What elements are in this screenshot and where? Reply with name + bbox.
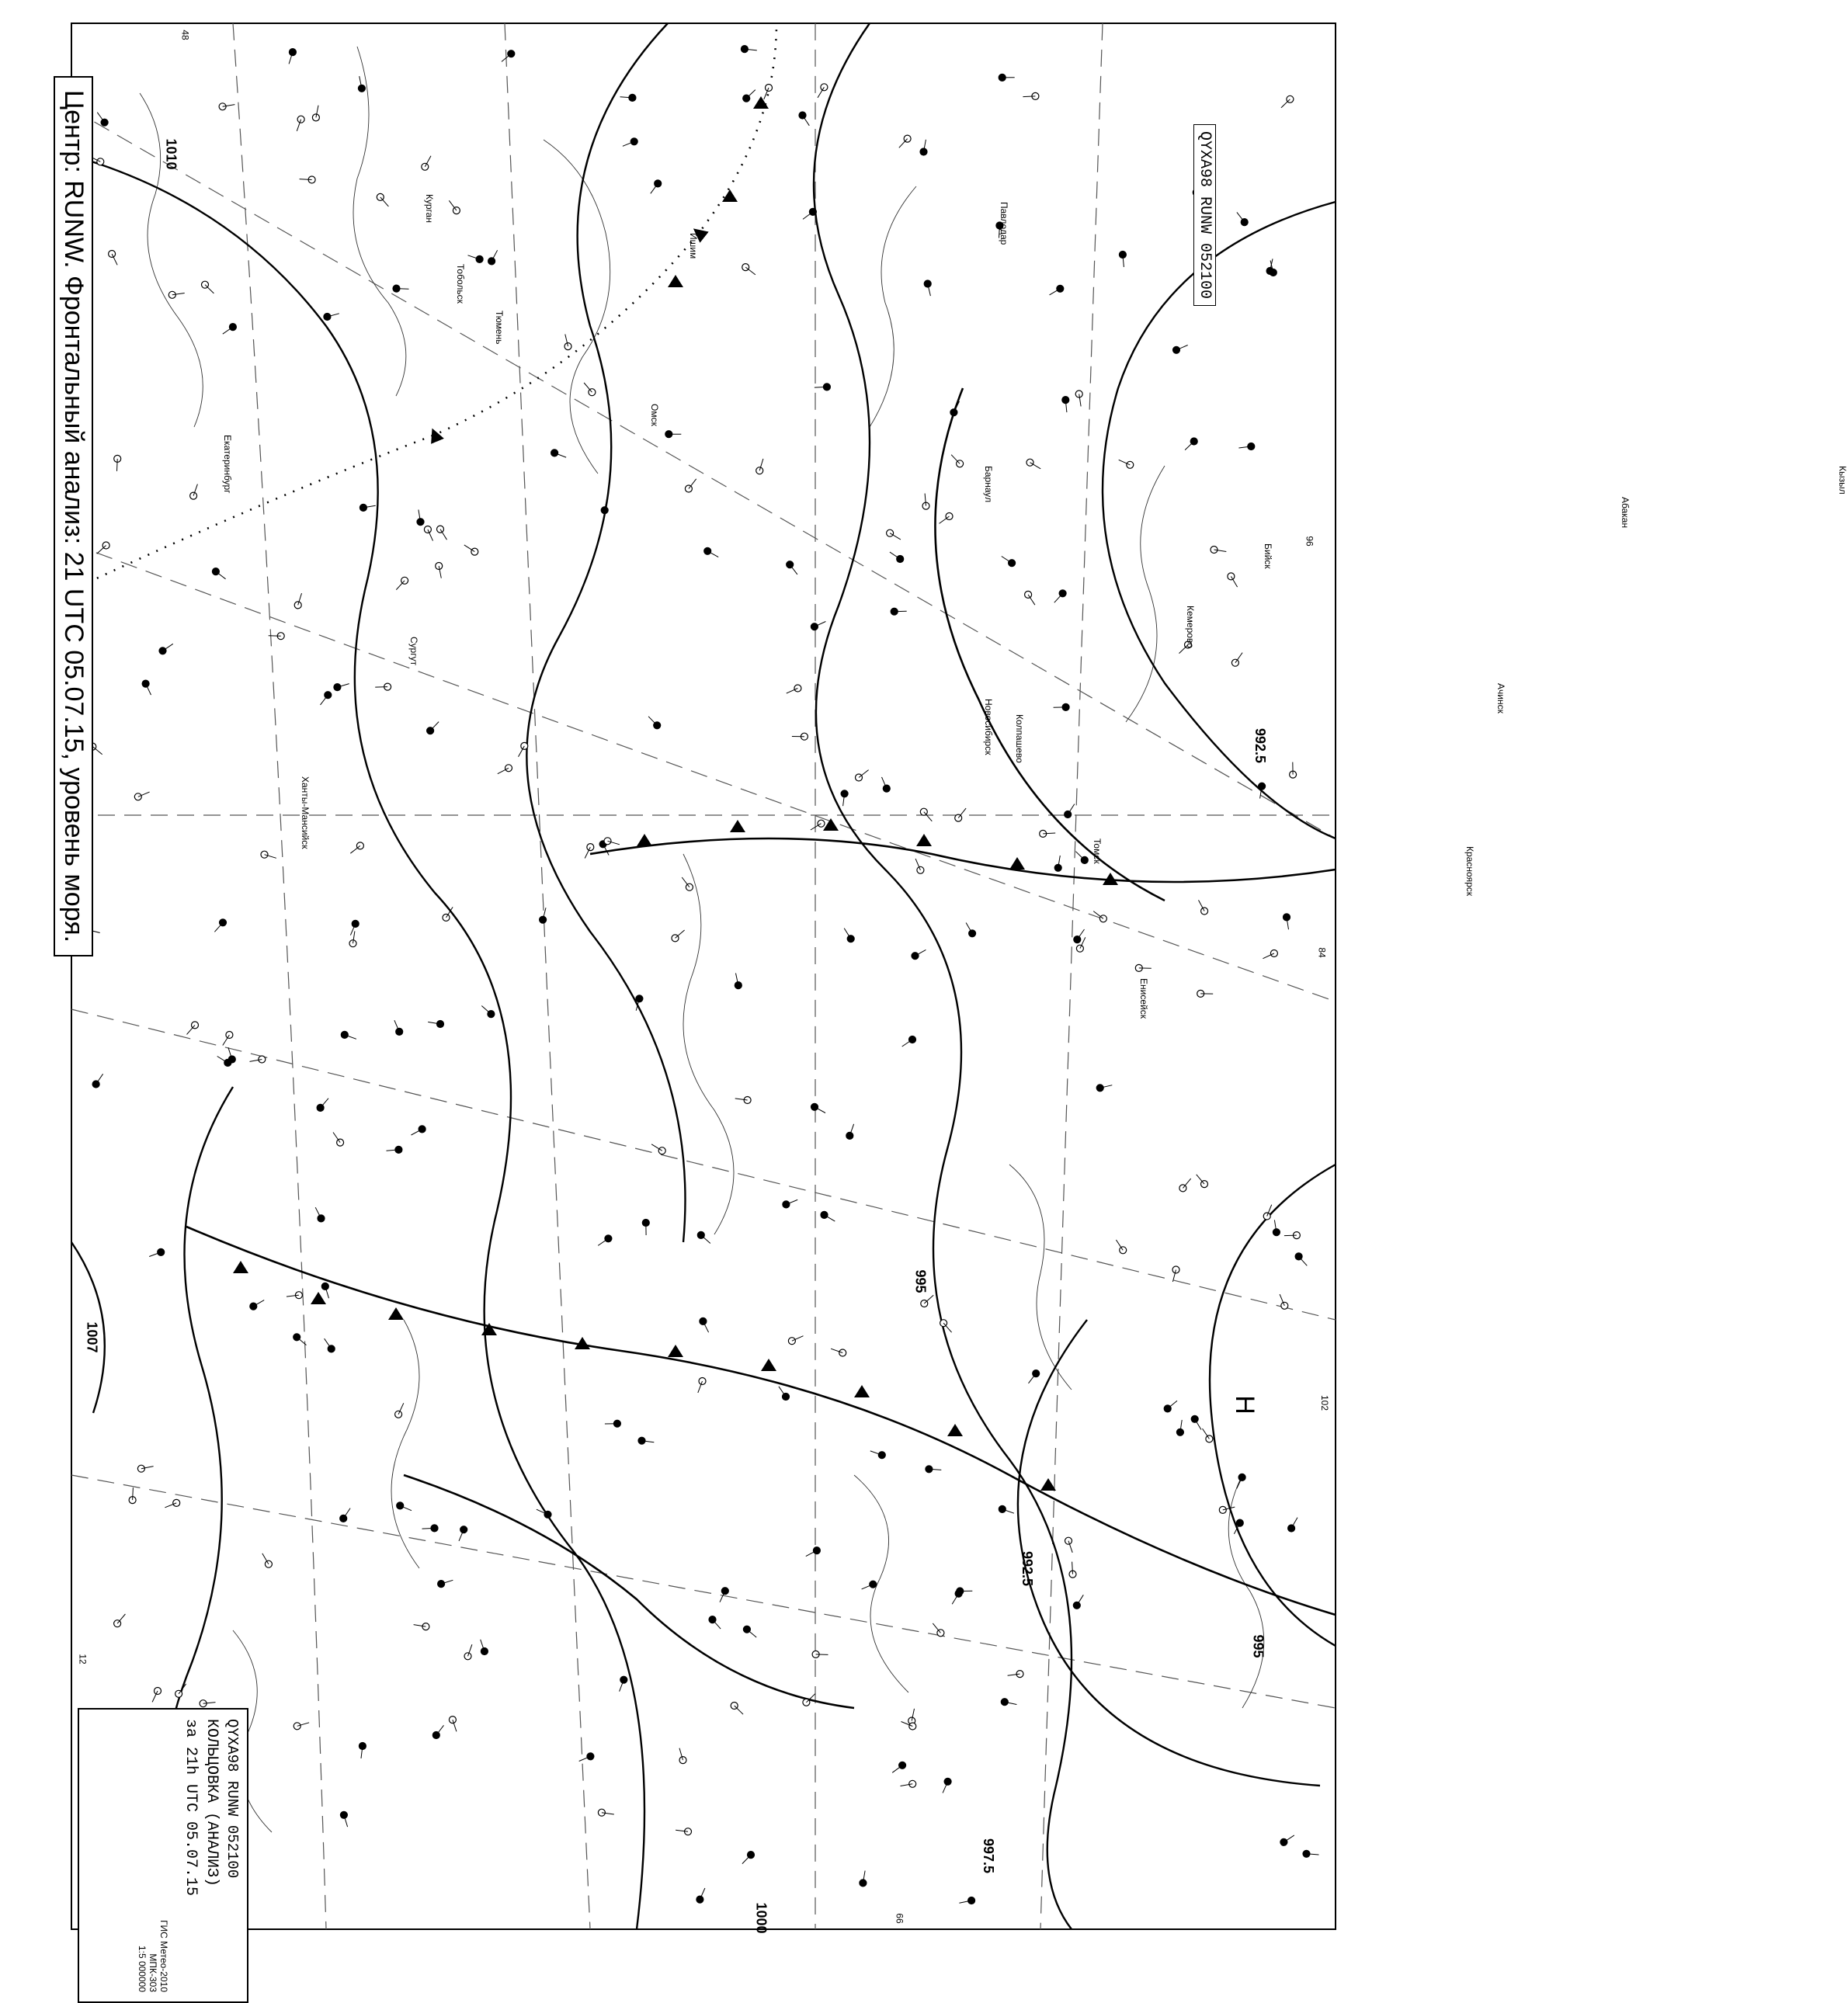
station-markers [85,46,1319,1904]
city-label: Бийск [1263,543,1273,569]
city-label: Екатеринбург [222,435,233,494]
wind-barb [746,90,756,99]
wind-barb [745,267,756,275]
wind-barb [648,717,657,726]
info-time: за 21h UTC 05.07.15 [182,1719,200,1992]
graticule [71,23,1336,1929]
wind-barb [1075,852,1084,860]
wind-barb [1183,1179,1190,1188]
wind-barb [92,747,102,755]
map-frame [71,23,1336,1929]
wind-barb [1237,212,1245,222]
wind-barb [958,808,966,818]
header-code-text: QYXA98 RUNW 052100 [1193,124,1216,306]
low-center-label: H [1229,1395,1259,1415]
wind-barb [375,687,387,688]
wind-barb [216,571,226,579]
wind-barb [1168,1401,1177,1408]
wind-barb [449,200,457,210]
edge-number: 48 [180,30,191,40]
wind-barb [1197,1175,1204,1184]
isobar-label: 992.5 [1252,728,1268,763]
wind-barb [584,383,592,392]
isobars [71,23,1336,1929]
city-label: Курган [424,194,435,223]
wind-barb [899,139,908,148]
wind-barb [1281,99,1290,108]
wind-barb [747,1630,756,1637]
wind-barb [397,289,409,290]
wind-barb [924,1295,933,1304]
wind-barb [436,1725,444,1735]
isobar-label: 1010 [163,138,179,169]
info-code: QYXA98 RUNW 052100 [224,1719,241,1992]
wind-barb [742,1855,751,1864]
wind-barb [1054,593,1063,602]
wind-barb [713,1619,721,1629]
wind-barb [701,1235,710,1244]
chart-title-text: Центр: RUNW. Фронтальный анализ: 21 UTC 05.07.15, уровень моря. [54,76,93,956]
wind-barb [924,812,933,821]
isobar-label: 1007 [84,1321,100,1352]
header-code [1188,124,1216,357]
info-id: MПК-303 [148,1719,158,1992]
wind-barb [380,197,389,207]
city-label: Тобольск [455,264,466,304]
info-box [78,1708,248,2003]
info-software: ГИС Метео-2010 [158,1719,169,1992]
wind-barb [816,1654,828,1655]
info-scale: 1:5 000000 [137,1719,148,1992]
chart-title [50,76,93,1706]
wind-barb [430,722,439,731]
wind-barb [1029,1373,1037,1383]
wind-barb [803,212,813,220]
wind-barb [790,564,797,575]
wind-barb [350,845,360,853]
wind-barb [892,1765,902,1773]
isobar-label: 995 [1250,1634,1266,1658]
wind-barb [97,546,106,554]
city-label: Омск [649,404,660,426]
wind-barb [422,1528,435,1529]
city-label: Новосибирск [983,699,994,755]
wind-barb [682,877,690,887]
edge-number: 84 [1317,947,1328,957]
wind-barb [481,1006,491,1015]
wind-barb [117,459,118,471]
wind-barb [1299,1256,1308,1265]
city-label: Ачинск [1495,683,1506,713]
city-label: Абакан [1620,497,1631,528]
isobar-label: 992.5 [1019,1551,1035,1586]
city-label: Павлодар [999,202,1009,245]
isobar-label: 997.5 [980,1838,996,1873]
wind-barb [117,1614,125,1623]
city-label: Томск [1092,838,1103,864]
geography-lines [140,47,1264,1832]
wind-barb [894,611,907,612]
city-label: Барнаул [983,466,994,502]
isobar-label: 1000 [753,1902,769,1933]
city-label: Кемерово [1185,606,1196,648]
city-label: Сургут [408,637,419,665]
wind-barb [214,922,223,932]
wind-barb [859,770,869,778]
city-label: Красноярск [1464,846,1475,896]
city-label: Кызыл [1837,466,1848,495]
edge-number: 12 [78,1654,89,1664]
fronts [71,23,1336,1708]
wind-barb [676,930,685,938]
wind-barb [1185,442,1194,450]
wind-barb [1023,96,1035,97]
edge-number: 66 [894,1913,905,1923]
info-title: КОЛЬЦОВКА (АНАЛИЗ) [203,1719,221,1992]
wind-barb [321,1099,328,1108]
wind-barb [321,695,328,705]
city-label: Колпашево [1014,714,1025,763]
city-label: Ханты-Мансийск [300,776,311,849]
wind-barb [951,455,960,464]
wind-barb [735,1706,743,1714]
isobar-label: 995 [912,1269,929,1293]
wind-barb [933,1623,940,1633]
city-label: Тюмень [494,311,505,344]
city-label: Ишим [688,233,699,259]
wind-barb [205,285,214,293]
wind-barb [1284,1235,1297,1236]
front-teeth [233,96,1118,1491]
wind-barb [396,581,405,590]
wind-barb [187,1025,196,1034]
wind-barb [689,479,696,489]
edge-number: 102 [1319,1395,1330,1411]
edge-number: 96 [1304,536,1315,546]
city-label: Енисейск [1138,978,1149,1019]
